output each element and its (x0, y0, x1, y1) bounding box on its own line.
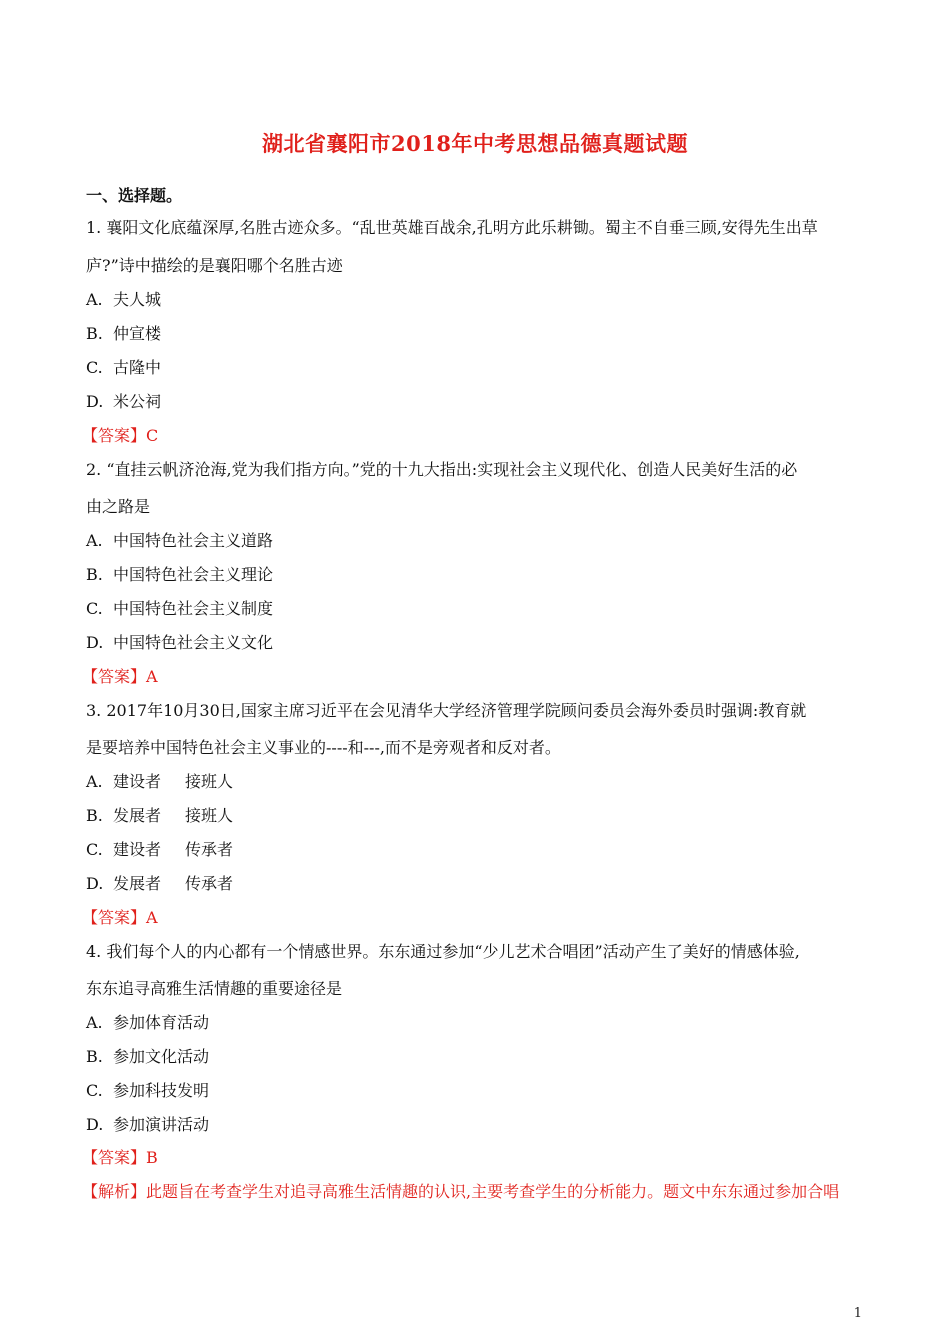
question-4-answer: 【答案】B (82, 1148, 158, 1167)
analysis-label: 【解析】 (82, 1182, 147, 1201)
page-title: 湖北省襄阳市2018年中考思想品德真题试题 (262, 131, 688, 156)
question-3-text-line-2: 是要培养中国特色社会主义事业的----和---,而不是旁观者和反对者。 (86, 738, 561, 757)
question-2-answer: 【答案】A (82, 667, 158, 686)
question-3-option-b: B. 发展者 接班人 (86, 806, 234, 825)
question-1-text-line-2: 庐?”诗中描绘的是襄阳哪个名胜古迹 (86, 256, 343, 275)
question-1-option-b: B. 仲宣楼 (86, 324, 162, 343)
question-3-text-line-1: 3. 2017年10月30日,国家主席习近平在会见清华大学经济管理学院顾问委员会海外委员时强调:教育就 (86, 701, 807, 720)
question-4-text-line-2: 东东追寻高雅生活情趣的重要途径是 (86, 979, 343, 998)
question-2-option-d: D. 中国特色社会主义文化 (86, 633, 274, 652)
question-2-option-c: C. 中国特色社会主义制度 (86, 599, 274, 618)
question-1-answer: 【答案】C (82, 426, 159, 445)
question-3-option-c: C. 建设者 传承者 (86, 840, 234, 859)
question-4-option-a: A. 参加体育活动 (86, 1013, 210, 1032)
analysis-text: 此题旨在考查学生对追寻高雅生活情趣的认识,主要考查学生的分析能力。题文中东东通过参加合唱 (146, 1182, 840, 1201)
question-3-answer: 【答案】A (82, 908, 158, 927)
question-2-option-b: B. 中国特色社会主义理论 (86, 565, 274, 584)
question-1-option-d: D. 米公祠 (86, 392, 162, 411)
question-4-option-d: D. 参加演讲活动 (86, 1115, 210, 1134)
question-2-text-line-1: 2. “直挂云帆济沧海,党为我们指方向。”党的十九大指出:实现社会主义现代化、创造人民美好生活的必 (86, 460, 798, 479)
question-1-text-line-1: 1. 襄阳文化底蕴深厚,名胜古迹众多。“乱世英雄百战余,孔明方此乐耕锄。蜀主不自垂三顾,安得先生出草 (86, 218, 818, 237)
question-2-option-a: A. 中国特色社会主义道路 (86, 531, 274, 550)
question-4-option-b: B. 参加文化活动 (86, 1047, 210, 1066)
question-3-option-a: A. 建设者 接班人 (86, 772, 234, 791)
question-3-option-d: D. 发展者 传承者 (86, 874, 234, 893)
question-4-analysis (82, 1182, 839, 1202)
question-1-option-c: C. 古隆中 (86, 358, 162, 377)
question-2-text-line-2: 由之路是 (86, 497, 151, 516)
question-1-option-a: A. 夫人城 (86, 290, 162, 309)
page-number: 1 (853, 1306, 862, 1321)
section-heading: 一、选择题。 (86, 186, 183, 205)
question-4-option-c: C. 参加科技发明 (86, 1081, 210, 1100)
question-4-text-line-1: 4. 我们每个人的内心都有一个情感世界。东东通过参加“少儿艺术合唱团”活动产生了美好的情感体验, (86, 942, 800, 961)
